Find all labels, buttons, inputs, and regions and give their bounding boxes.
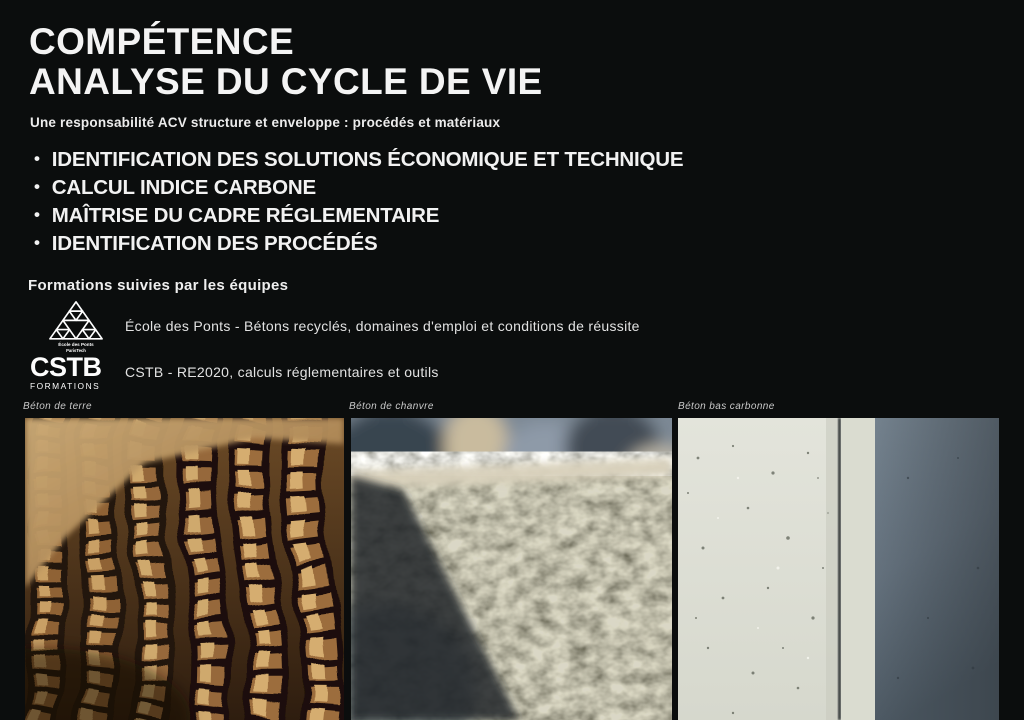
cstb-logo-text: CSTB: [30, 352, 102, 382]
bullet-item: [34, 230, 683, 258]
paristech-logo-text: ParisTech: [66, 348, 86, 354]
ecole-des-ponts-logo-text: École des Ponts: [58, 342, 94, 348]
bullet-item: [34, 174, 683, 202]
photo-beton-bas-carbonne: [678, 418, 999, 720]
cstb-logo-subtext: FORMATIONS: [30, 381, 101, 391]
cstb-formations-logo: [30, 354, 140, 391]
bullet-item: [34, 202, 683, 230]
photo-caption-beton-de-terre: Béton de terre: [23, 401, 92, 412]
formation-ecole-des-ponts-text: École des Ponts - Bétons recyclés, domaines d'emploi et conditions de réussite: [125, 318, 640, 334]
bullet-label: MAÎTRISE DU CADRE RÉGLEMENTAIRE: [51, 204, 440, 227]
bullet-label: CALCUL INDICE CARBONE: [51, 176, 316, 199]
mud-bricks-image: [25, 418, 344, 720]
bullet-icon: •: [34, 233, 40, 252]
photo-caption-beton-bas-carbonne: Béton bas carbonne: [678, 401, 775, 412]
title-line-2: ANALYSE DU CYCLE DE VIE: [29, 61, 543, 102]
photo-beton-de-chanvre: [351, 418, 672, 720]
formations-heading: Formations suivies par les équipes: [28, 277, 289, 294]
page-title: [29, 22, 543, 102]
title-line-1: COMPÉTENCE: [29, 21, 295, 62]
bullet-label: IDENTIFICATION DES PROCÉDÉS: [51, 232, 378, 255]
photo-beton-de-terre: [25, 418, 344, 720]
ecole-des-ponts-logo-icon: [44, 300, 108, 356]
bullet-icon: •: [34, 205, 40, 224]
hemp-concrete-image: [351, 418, 672, 720]
bullet-label: IDENTIFICATION DES SOLUTIONS ÉCONOMIQUE ET TECHNIQUE: [51, 148, 684, 171]
subtitle: Une responsabilité ACV structure et enveloppe : procédés et matériaux: [30, 115, 501, 130]
bullet-item: [34, 146, 683, 174]
formation-cstb-text: CSTB - RE2020, calculs réglementaires et outils: [125, 364, 439, 380]
bullet-icon: •: [34, 149, 40, 168]
concrete-wall-image: [678, 418, 999, 720]
bullet-icon: •: [34, 177, 40, 196]
photo-caption-beton-de-chanvre: Béton de chanvre: [349, 401, 434, 412]
bullet-list: [34, 146, 683, 258]
